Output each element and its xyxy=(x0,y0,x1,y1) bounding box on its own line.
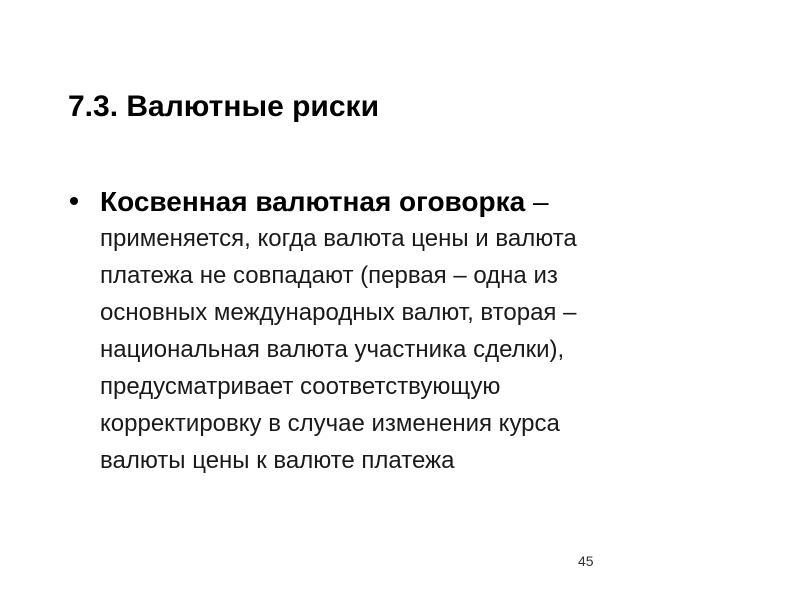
bullet-dot-icon xyxy=(70,197,78,205)
bullet-line-4: национальная валюта участника сделки), xyxy=(100,336,565,363)
bullet-line-2: платежа не совпадают (первая – одна из xyxy=(100,262,558,289)
bullet-line-3: основных международных валют, вторая – xyxy=(100,299,577,326)
bullet-line-7: валюты цены к валюте платежа xyxy=(100,447,455,474)
bullet-dash: – xyxy=(525,186,549,217)
slide-title: 7.3. Валютные риски xyxy=(68,90,380,123)
bullet-line-1: применяется, когда валюта цены и валюта xyxy=(100,225,577,252)
bullet-list xyxy=(70,184,690,479)
bullet-item xyxy=(70,184,690,479)
bullet-line-5: предусматривает соответствующую xyxy=(100,373,501,400)
bullet-lead-term: Косвенная валютная оговорка xyxy=(100,186,526,217)
bullet-line-6: корректировку в случае изменения курса xyxy=(100,410,560,437)
bullet-text xyxy=(100,184,690,479)
page-number: 45 xyxy=(578,553,594,569)
